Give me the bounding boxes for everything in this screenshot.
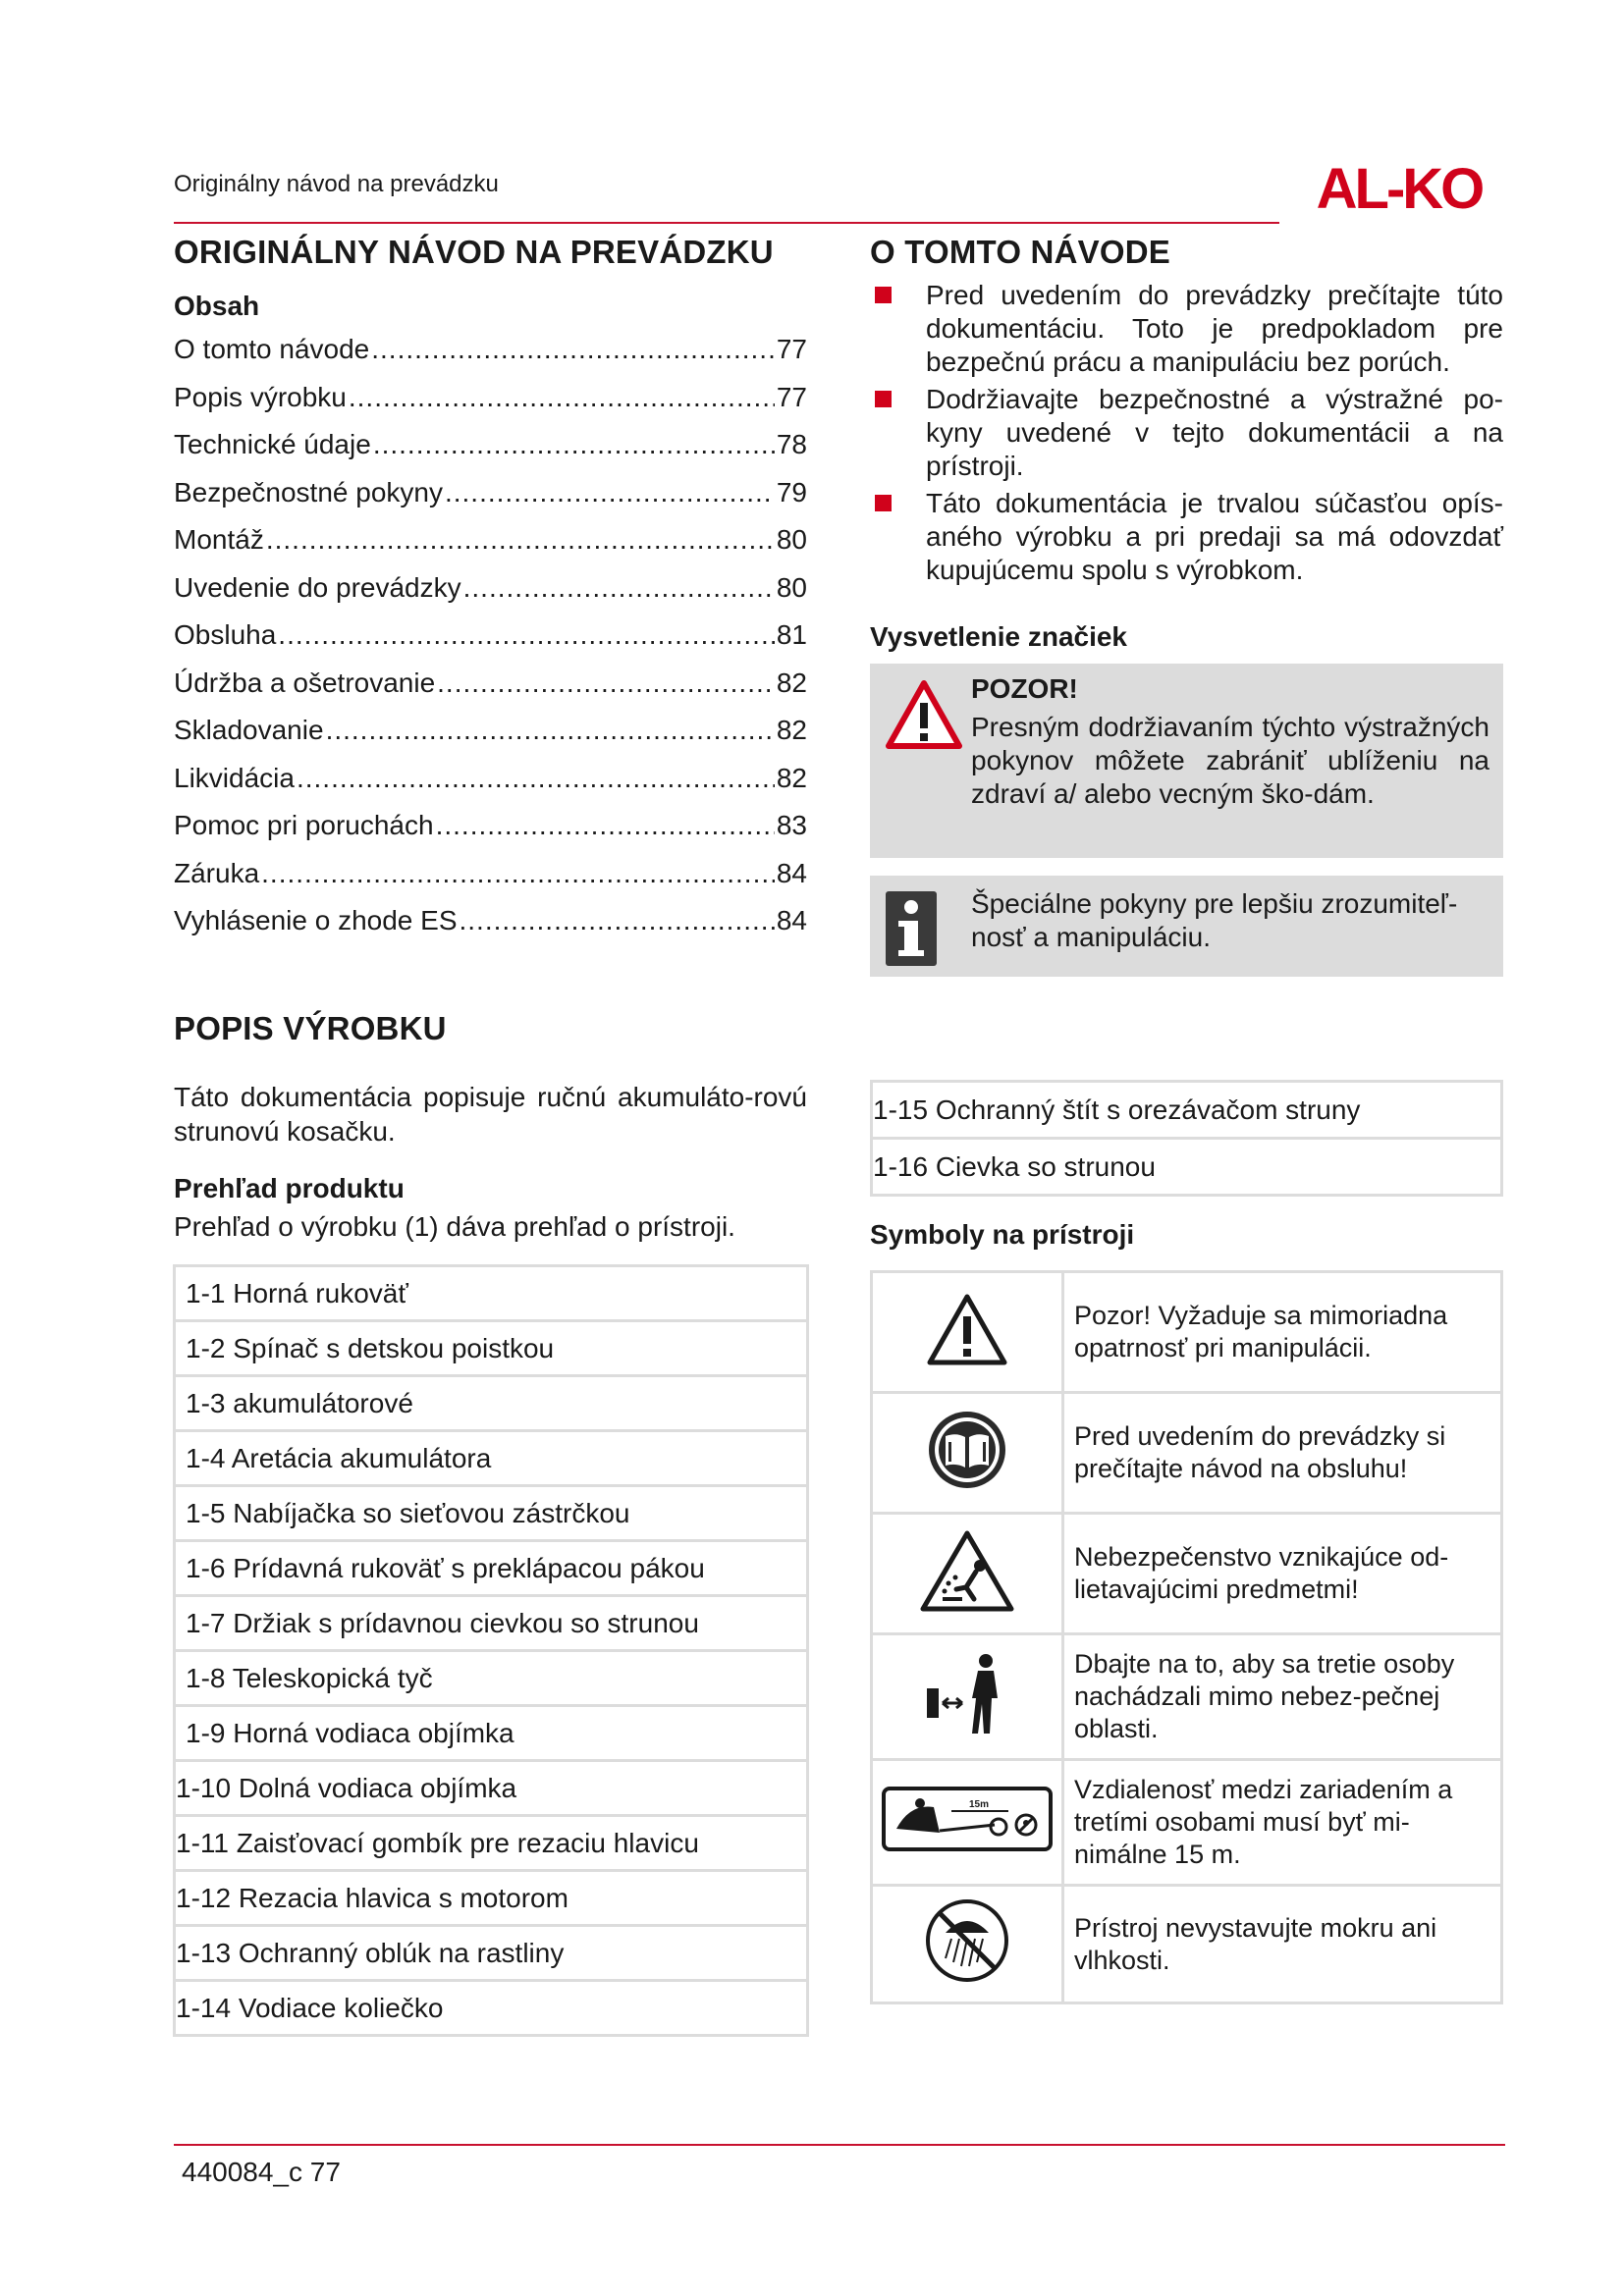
warning-triangle-icon	[926, 1292, 1008, 1366]
svg-text:AL-KO: AL-KO	[1316, 157, 1483, 216]
table-row: 1-6 Prídavná rukoväť s preklápacou pákou	[175, 1541, 808, 1596]
table-row: 1-9 Horná vodiaca objímka	[175, 1706, 808, 1761]
read-manual-icon	[926, 1409, 1008, 1491]
table-row: 1-3 akumulátorové	[175, 1376, 808, 1431]
about-bullets	[870, 279, 1503, 591]
table-row	[872, 1886, 1502, 2003]
footer-rule	[174, 2144, 1505, 2146]
info-box	[870, 876, 1503, 977]
table-row: 1-11 Zaisťovací gombík pre rezaciu hlavicu	[175, 1816, 808, 1871]
table-row	[872, 1272, 1502, 1393]
list-item: Táto dokumentácia je trvalou súčasťou opís-aného výrobku a pri predaji sa má odovzdať kupujúcemu spolu s výrobkom.	[870, 487, 1503, 587]
signs-heading: Vysvetlenie značiek	[870, 621, 1128, 652]
overview-text: Prehľad o výrobku (1) dáva prehľad o prístroji.	[174, 1211, 735, 1242]
about-title: O TOMTO NÁVODE	[870, 234, 1170, 270]
table-row: 1-7 Držiak s prídavnou cievkou so strunou	[175, 1596, 808, 1651]
bullet-square-icon	[875, 495, 892, 511]
table-row	[872, 1393, 1502, 1514]
table-row: 1-8 Teleskopická tyč	[175, 1651, 808, 1706]
toc-heading: Obsah	[174, 291, 260, 321]
toc-entry[interactable]: Pomoc pri poruchách ..... 83	[174, 810, 807, 858]
flying-objects-icon	[919, 1528, 1015, 1613]
table-row: 1-12 Rezacia hlavica s motorom	[175, 1871, 808, 1926]
bullet-square-icon	[875, 391, 892, 407]
info-text: Špeciálne pokyny pre lepšiu zrozumiteľ-nosť a manipuláciu.	[971, 888, 1458, 952]
symbol-description: Dbajte na to, aby sa tretie osoby nachádzali mimo nebez-pečnej oblasti.	[1063, 1634, 1502, 1760]
symbol-description: Pred uvedením do prevádzky si prečítajte návod na obsluhu!	[1063, 1393, 1502, 1514]
toc-entry[interactable]: Vyhlásenie o zhode ES ..... 84	[174, 905, 807, 953]
toc-entry[interactable]: Skladovanie ..... 82	[174, 715, 807, 763]
running-title: Originálny návod na prevádzku	[174, 171, 499, 197]
table-row: 1-2 Spínač s detskou poistkou	[175, 1321, 808, 1376]
parts-table	[173, 1264, 809, 2037]
table-row: 1-16 Cievka so strunou	[872, 1139, 1502, 1196]
symbol-description: Pozor! Vyžaduje sa mimoriadna opatrnosť pri manipulácii.	[1063, 1272, 1502, 1393]
toc-entry[interactable]: Bezpečnostné pokyny ..... 79	[174, 477, 807, 525]
table-row: 1-4 Aretácia akumulátora	[175, 1431, 808, 1486]
popis-title: POPIS VÝROBKU	[174, 1010, 447, 1046]
toc-entry[interactable]: Údržba a ošetrovanie ..... 82	[174, 667, 807, 716]
overview-heading: Prehľad produktu	[174, 1173, 405, 1203]
page-footer-code: 440084_c 77	[182, 2157, 341, 2187]
alko-logo	[1294, 157, 1505, 216]
parts-table-continued	[870, 1080, 1503, 1197]
toc-entry[interactable]: O tomto návode ..... 77	[174, 334, 807, 382]
bullet-square-icon	[875, 287, 892, 303]
warning-box	[870, 664, 1503, 858]
table-row	[872, 1514, 1502, 1634]
popis-text: Táto dokumentácia popisuje ručnú akumuláto-rovú strunovú kosačku.	[174, 1082, 807, 1147]
warning-triangle-icon	[886, 679, 962, 750]
toc-entry[interactable]: Popis výrobku ..... 77	[174, 382, 807, 430]
info-icon	[886, 891, 937, 966]
table-row: 1-14 Vodiace koliečko	[175, 1981, 808, 2036]
toc-entry[interactable]: Obsluha ..... 81	[174, 619, 807, 667]
table-row: 1-10 Dolná vodiaca objímka	[175, 1761, 808, 1816]
distance-15m-icon	[881, 1786, 1054, 1852]
toc-entry[interactable]: Technické údaje ..... 78	[174, 429, 807, 477]
symbols-heading: Symboly na prístroji	[870, 1219, 1135, 1250]
header-rule	[174, 222, 1279, 224]
table-row: 1-1 Horná rukoväť	[175, 1266, 808, 1321]
table-of-contents	[174, 334, 807, 953]
table-row	[872, 1634, 1502, 1760]
symbols-table	[870, 1270, 1503, 2004]
symbol-description: Nebezpečenstvo vznikajúce od-lietavajúcimi predmetmi!	[1063, 1514, 1502, 1634]
table-row: 1-15 Ochranný štít s orezávačom struny	[872, 1082, 1502, 1139]
toc-entry[interactable]: Likvidácia ..... 82	[174, 763, 807, 811]
symbol-description: Prístroj nevystavujte mokru ani vlhkosti.	[1063, 1886, 1502, 2003]
table-row: 1-5 Nabíjačka so sieťovou zástrčkou	[175, 1486, 808, 1541]
toc-entry[interactable]: Uvedenie do prevádzky ..... 80	[174, 572, 807, 620]
toc-entry[interactable]: Montáž ..... 80	[174, 524, 807, 572]
toc-entry[interactable]: Záruka ..... 84	[174, 858, 807, 906]
warning-text: Presným dodržiavaním týchto výstražných pokynov môžete zabrániť ublíženiu na zdraví a/ alebo vecným ško-dám.	[971, 712, 1489, 809]
no-rain-icon	[924, 1897, 1010, 1984]
table-row: 1-13 Ochranný oblúk na rastliny	[175, 1926, 808, 1981]
list-item: Pred uvedením do prevádzky prečítajte túto dokumentáciu. Toto je predpokladom pre bezpečnú prácu a manipuláciu bez porúch.	[870, 279, 1503, 379]
main-title: ORIGINÁLNY NÁVOD NA PREVÁDZKU	[174, 234, 774, 270]
symbol-description: Vzdialenosť medzi zariadením a tretími osobami musí byť mi-nimálne 15 m.	[1063, 1760, 1502, 1886]
keep-distance-icon	[923, 1649, 1011, 1737]
warning-title: POZOR!	[971, 673, 1078, 704]
list-item: Dodržiavajte bezpečnostné a výstražné po-kyny uvedené v tejto dokumentácii a na prístroji.	[870, 383, 1503, 483]
distance-label: 15m	[968, 1799, 990, 1810]
table-row	[872, 1760, 1502, 1886]
